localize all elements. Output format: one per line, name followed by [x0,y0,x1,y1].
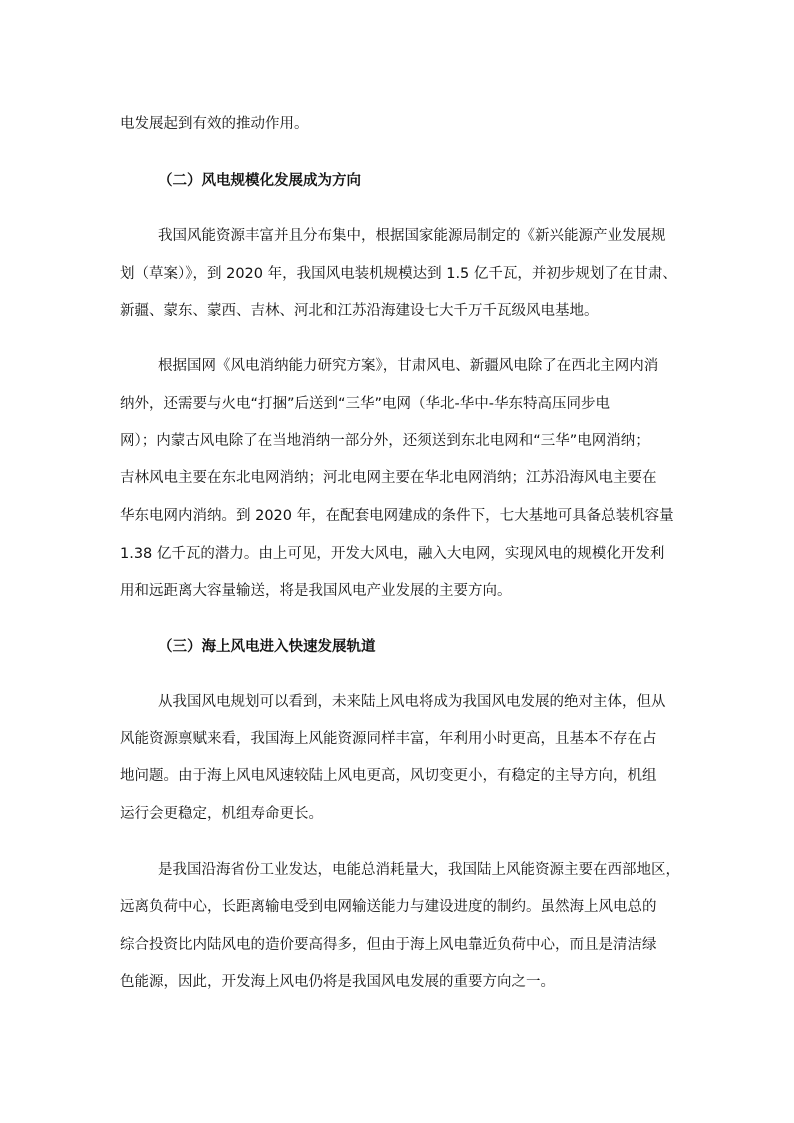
paragraph-line: 风能资源禀赋来看，我国海上风能资源同样丰富，年利用小时更高，且基本不存在占 [120,731,657,747]
paragraph-line: 是我国沿海省份工业发达，电能总消耗量大，我国陆上风能资源主要在西部地区， [158,862,680,878]
paragraph-line: 根据国网《风电消纳能力研究方案》，甘肃风电、新疆风电除了在西北主网内消 [158,358,659,374]
paragraph-line: 我国风能资源丰富并且分布集中，根据国家能源局制定的《新兴能源产业发展规 [158,228,666,244]
paragraph-line: 综合投资比内陆风电的造价要高得多，但由于海上风电靠近负荷中心，而且是清洁绿 [120,937,657,953]
paragraph-line: 网）；内蒙古风电除了在当地消纳一部分外，还须送到东北电网和“三华”电网消纳； [120,433,650,449]
paragraph-continuation-line: 电发展起到有效的推动作用。 [120,116,309,132]
paragraph-line: 从我国风电规划可以看到，未来陆上风电将成为我国风电发展的绝对主体，但从 [158,694,666,710]
paragraph-line: 划（草案）》，到 2020 年，我国风电装机规模达到 1.5 亿千瓦，并初步规划了在甘肃、 [120,266,677,282]
paragraph-line: 色能源，因此，开发海上风电仍将是我国风电发展的重要方向之一。 [120,974,555,990]
paragraph-line: 运行会更稳定，机组寿命更长。 [120,806,323,822]
paragraph-line: 吉林风电主要在东北电网消纳；河北电网主要在华北电网消纳；江苏沿海风电主要在 [120,470,657,486]
paragraph-line: 远离负荷中心，长距离输电受到电网输送能力与建设进度的制约。虽然海上风电总的 [120,899,657,915]
section-heading-2: （二）风电规模化发展成为方向 [158,173,361,189]
paragraph-line: 用和远距离大容量输送，将是我国风电产业发展的主要方向。 [120,583,512,599]
section-heading-3: （三）海上风电进入快速发展轨道 [158,639,376,655]
paragraph-line: 华东电网内消纳。到 2020 年，在配套电网建成的条件下，七大基地可具备总装机容量 [120,508,674,524]
paragraph-line: 地问题。由于海上风电风速较陆上风电更高，风切变更小，有稳定的主导方向，机组 [120,768,657,784]
paragraph-line: 纳外，还需要与火电“打捆”后送到“三华”电网（华北-华中-华东特高压同步电 [120,396,611,412]
paragraph-line: 1.38 亿千瓦的潜力。由上可见，开发大风电，融入大电网，实现风电的规模化开发利 [120,546,665,562]
paragraph-line: 新疆、蒙东、蒙西、吉林、河北和江苏沿海建设七大千万千瓦级风电基地。 [120,303,599,319]
